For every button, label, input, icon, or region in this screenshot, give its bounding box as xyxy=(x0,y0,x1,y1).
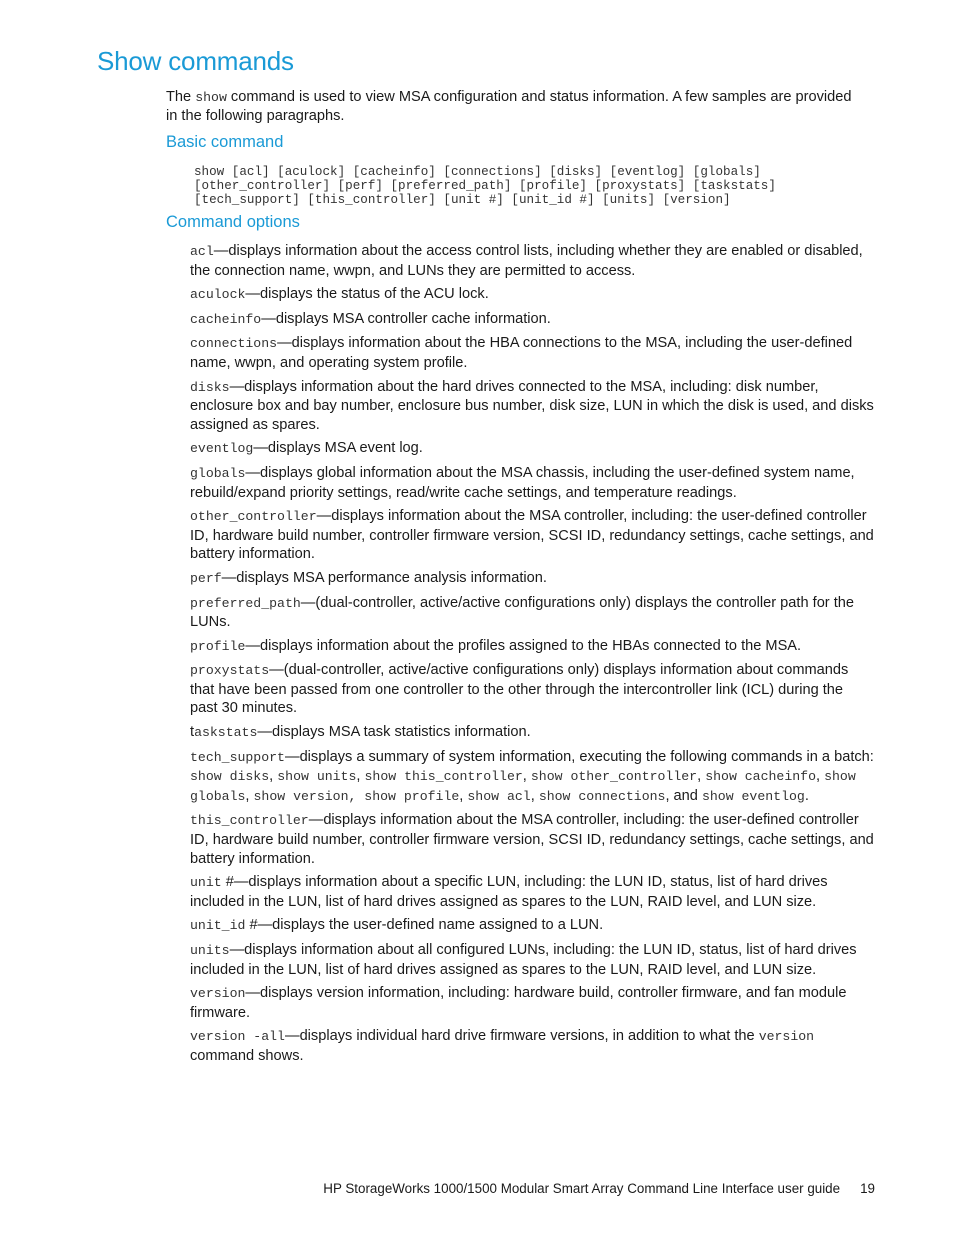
option-code: unit xyxy=(190,875,222,891)
option-text: , and xyxy=(665,787,702,804)
options-list xyxy=(190,242,874,1071)
syntax-block: show [acl] [aculock] [cacheinfo] [connections] [disks] [eventlog] [globals] [other_controller] [perf] [preferred_path] [profile] [proxystats] [taskstats] [tech_support] [this_controller] [unit #] [unit_id #] [units] [version] xyxy=(194,165,776,207)
option-text: , xyxy=(269,768,278,785)
option-text: —displays information about the profiles assigned to the HBAs connected to the MSA. xyxy=(245,637,802,654)
page-number: 19 xyxy=(860,1181,875,1196)
option-code: globals xyxy=(190,465,246,481)
option-item xyxy=(190,310,874,330)
option-code: perf xyxy=(190,570,222,586)
option-text: —displays the status of the ACU lock. xyxy=(245,286,489,303)
option-code: show this_controller xyxy=(364,769,523,785)
option-item xyxy=(190,285,874,305)
option-code: other_controller xyxy=(190,509,317,525)
option-code: version xyxy=(190,986,246,1002)
option-text: , xyxy=(530,787,539,804)
option-code: show other_controller xyxy=(530,769,698,785)
option-code: show cacheinfo xyxy=(705,769,816,785)
option-text: —displays information about the HBA connections to the MSA, including the user-defined name, wwpn, and operating system profile. xyxy=(190,335,853,371)
basic-command-heading: Basic command xyxy=(166,133,284,151)
option-text: —displays information about the MSA controller, including: the user-defined controller ID, hardware build number, controller firmware version, SCSI ID, redundancy settings, cache settings, and battery information. xyxy=(190,508,874,563)
intro-code: show xyxy=(195,90,227,105)
option-item xyxy=(190,637,874,657)
option-text: , xyxy=(356,768,365,785)
option-item xyxy=(190,748,874,807)
option-item xyxy=(190,661,874,718)
option-text: —displays information about the MSA controller, including: the user-defined controller ID, hardware build number, controller firmware version, SCSI ID, redundancy settings, cache settings, and battery information. xyxy=(190,812,874,867)
option-text: —displays global information about the MSA chassis, including the user-defined system name, rebuild/expand priority settings, read/write cache settings, and temperature readings. xyxy=(190,464,855,501)
option-code: cacheinfo xyxy=(190,311,262,327)
command-options-heading: Command options xyxy=(166,213,300,231)
option-item xyxy=(190,916,874,936)
option-text: —displays information about the access control lists, including whether they are enabled or disabled, the connection name, wwpn, and LUNs they are permitted to access. xyxy=(190,243,863,279)
option-text: , xyxy=(459,787,468,804)
option-text: t xyxy=(190,724,195,741)
option-item xyxy=(190,723,874,743)
footer-title: HP StorageWorks 1000/1500 Modular Smart Array Command Line Interface user guide xyxy=(323,1181,841,1196)
option-text: , xyxy=(697,768,706,785)
option-item xyxy=(190,242,874,280)
option-code: aculock xyxy=(190,287,246,303)
option-item xyxy=(190,984,874,1022)
option-text: #—displays information about a specific LUN, including: the LUN ID, status, list of hard drives included in the LUN, list of hard drives assigned as spares to the LUN, RAID level, and LUN size. xyxy=(190,874,828,910)
option-code: connections xyxy=(190,336,278,352)
option-code: show version, show profile xyxy=(253,788,460,804)
option-code: show disks xyxy=(190,769,270,785)
page-footer xyxy=(323,1181,875,1196)
option-text: —displays MSA event log. xyxy=(253,440,423,457)
option-text: —(dual-controller, active/active configurations only) displays the controller path for the LUNs. xyxy=(190,594,855,631)
option-code: proxystats xyxy=(190,663,270,679)
option-item xyxy=(190,594,874,632)
option-item xyxy=(190,941,874,979)
option-code: show acl xyxy=(467,788,531,804)
option-item xyxy=(190,464,874,502)
option-text: —displays MSA task statistics information. xyxy=(257,724,531,741)
option-text: —displays version information, including: hardware build, controller firmware, and fan module firmware. xyxy=(190,985,847,1021)
option-code: show connections xyxy=(538,788,666,804)
intro-text-before: The xyxy=(166,89,196,105)
option-text: —displays individual hard drive firmware versions, in addition to what the xyxy=(284,1028,759,1045)
option-code: show units xyxy=(277,769,357,785)
option-text: —displays information about all configured LUNs, including: the LUN ID, status, list of hard drives included in the LUN, list of hard drives assigned as spares to the LUN, RAID level, and LUN size. xyxy=(190,942,857,978)
option-code: this_controller xyxy=(190,813,309,829)
option-code: show globals xyxy=(190,769,856,804)
option-item xyxy=(190,811,874,868)
option-code: show eventlog xyxy=(701,788,805,804)
option-text: , xyxy=(522,768,531,785)
option-item xyxy=(190,334,874,372)
intro-text-after: command is used to view MSA configuration and status information. A few samples are provided in the following paragraphs. xyxy=(166,89,852,124)
option-text: , xyxy=(245,787,254,804)
option-text: #—displays the user-defined name assigned to a LUN. xyxy=(245,917,604,934)
option-item xyxy=(190,507,874,564)
option-code: preferred_path xyxy=(190,595,301,611)
option-code: eventlog xyxy=(190,441,254,457)
option-code: tech_support xyxy=(190,749,285,765)
option-item xyxy=(190,378,874,435)
option-text: , xyxy=(816,768,825,785)
option-code: unit_id xyxy=(190,918,246,934)
option-text: . xyxy=(804,787,809,804)
option-item xyxy=(190,569,874,589)
option-text: —displays MSA performance analysis information. xyxy=(221,569,547,586)
option-text: command shows. xyxy=(190,1047,304,1064)
option-code: version -all xyxy=(190,1029,285,1045)
intro-paragraph xyxy=(166,88,866,126)
option-item xyxy=(190,873,874,911)
option-code: disks xyxy=(190,379,230,395)
option-text: —(dual-controller, active/active configurations only) displays information about commands that have been passed from one controller to the other through the intercontroller link (ICL) during the past 30 minutes. xyxy=(190,662,849,717)
option-code: profile xyxy=(190,638,246,654)
option-code: askstats xyxy=(194,725,258,741)
option-code: acl xyxy=(190,244,214,259)
option-text: —displays MSA controller cache information. xyxy=(261,310,551,327)
page-title: Show commands xyxy=(97,46,294,76)
option-item xyxy=(190,439,874,459)
option-item xyxy=(190,1027,874,1065)
option-code: units xyxy=(190,943,230,958)
option-text: —displays information about the hard drives connected to the MSA, including: disk number, enclosure box and bay number, enclosure bus number, disk size, LUN in which the disk is used, and disks assigned as spares. xyxy=(190,378,874,433)
option-text: —displays a summary of system information, executing the following commands in a batch: xyxy=(284,748,874,765)
option-code: version xyxy=(758,1029,815,1045)
